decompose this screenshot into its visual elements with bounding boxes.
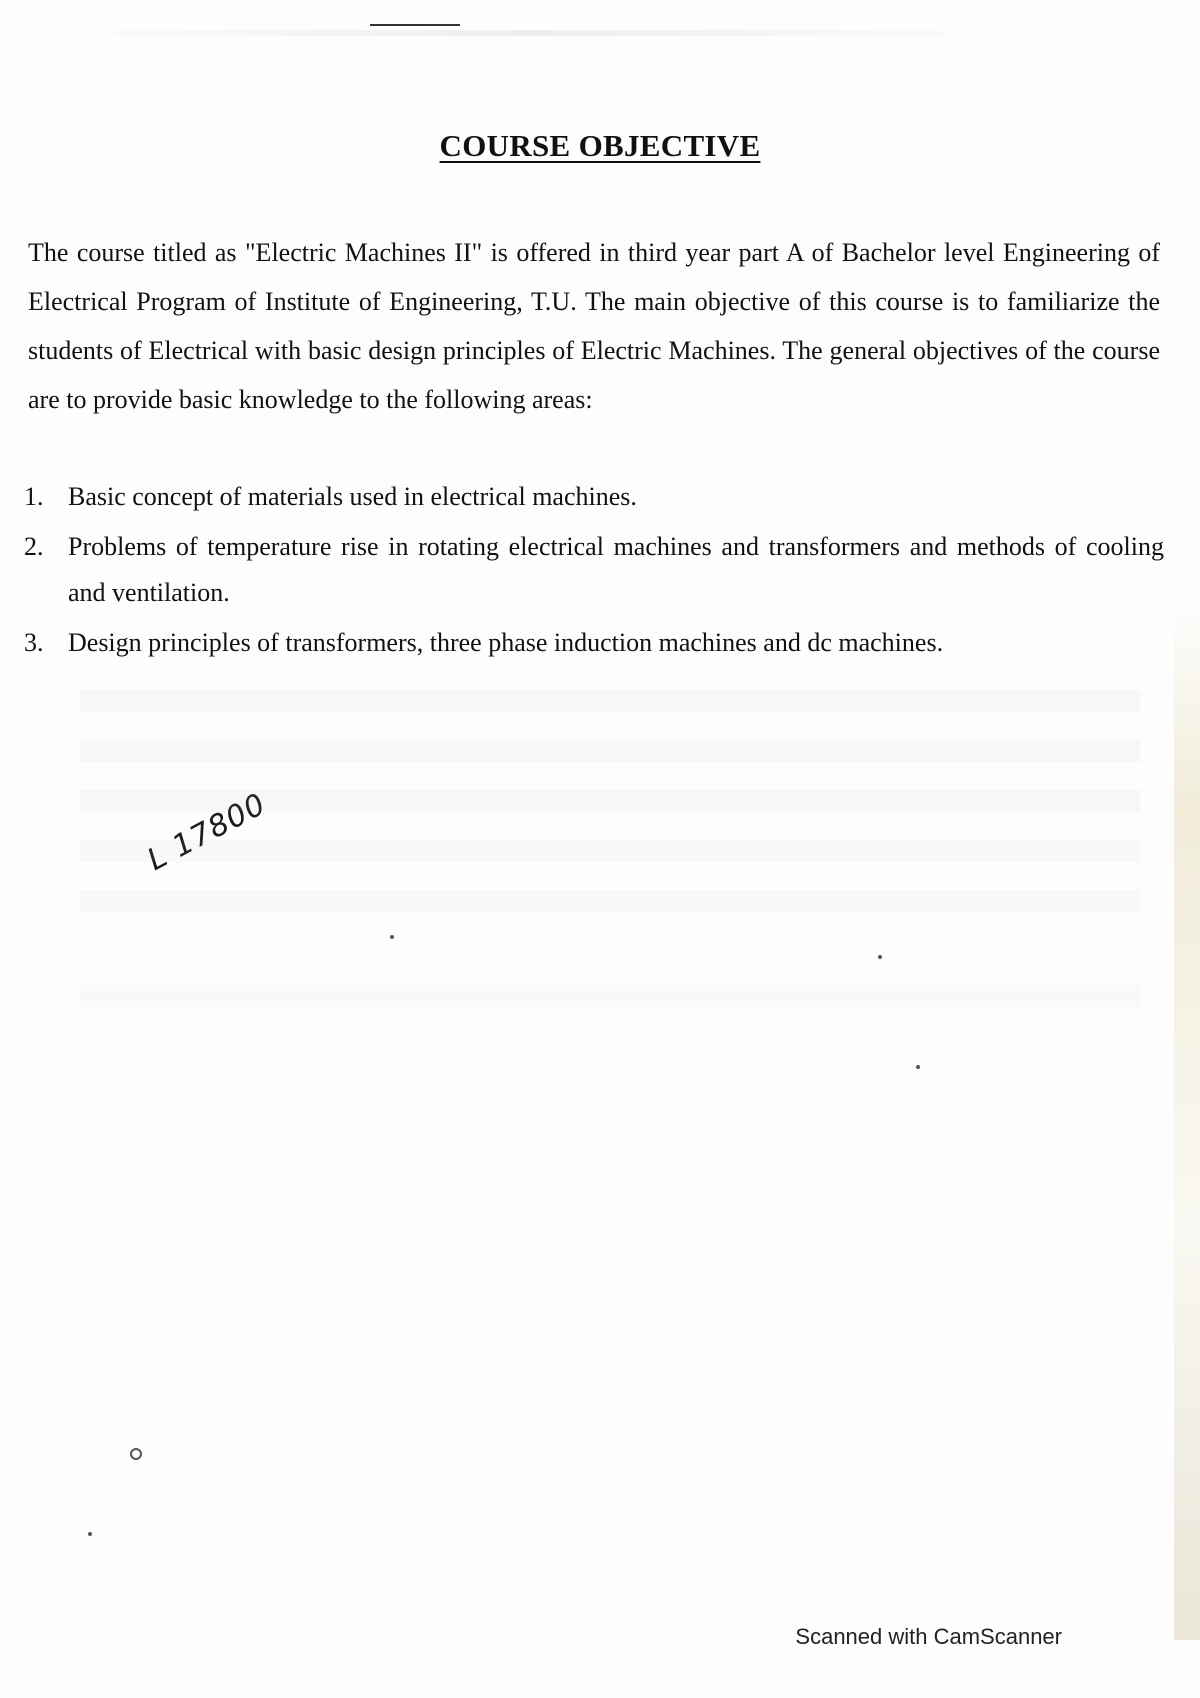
bleed-through-texture [80, 790, 1140, 812]
list-item [24, 620, 1164, 666]
scan-artifact-line [370, 24, 460, 26]
bleed-through-texture [80, 890, 1140, 912]
list-item [24, 524, 1164, 616]
list-item [24, 474, 1164, 520]
bleed-through-texture [80, 985, 1140, 1007]
bleed-through-texture [80, 840, 1140, 862]
bleed-through-texture [80, 740, 1140, 762]
page-edge-stain [1174, 600, 1200, 1640]
page-title-text: COURSE OBJECTIVE [439, 128, 761, 163]
scan-speck [878, 955, 882, 959]
intro-paragraph: The course titled as "Electric Machines II" is offered in third year part A of Bachelor level Engineering of Electrical Program of Institute of Engineering, T.U. The main objective of this course is to familiarize the students of Electrical with basic design principles of Electric Machines. The general objectives of the course are to provide basic knowledge to the following areas: [28, 238, 1160, 414]
scanner-watermark: Scanned with CamScanner [795, 1624, 1062, 1649]
list-item-number: 1. [24, 482, 44, 511]
bleed-through-texture [80, 690, 1140, 712]
scan-speck [88, 1532, 92, 1536]
page-title [0, 128, 1200, 164]
scan-speck [390, 935, 394, 939]
objectives-list [24, 474, 1164, 670]
scan-artifact [40, 30, 1020, 36]
scan-speck [130, 1448, 142, 1460]
scan-speck [916, 1065, 920, 1069]
list-item-number: 2. [24, 532, 44, 561]
handwritten-note: L 17800 [141, 786, 272, 878]
list-item-text: Design principles of transformers, three phase induction machines and dc machines. [68, 628, 944, 657]
list-item-text: Basic concept of materials used in electrical machines. [68, 482, 637, 511]
list-item-number: 3. [24, 628, 44, 657]
list-item-text: Problems of temperature rise in rotating electrical machines and transformers and methods of cooling and ventilation. [68, 532, 1164, 607]
